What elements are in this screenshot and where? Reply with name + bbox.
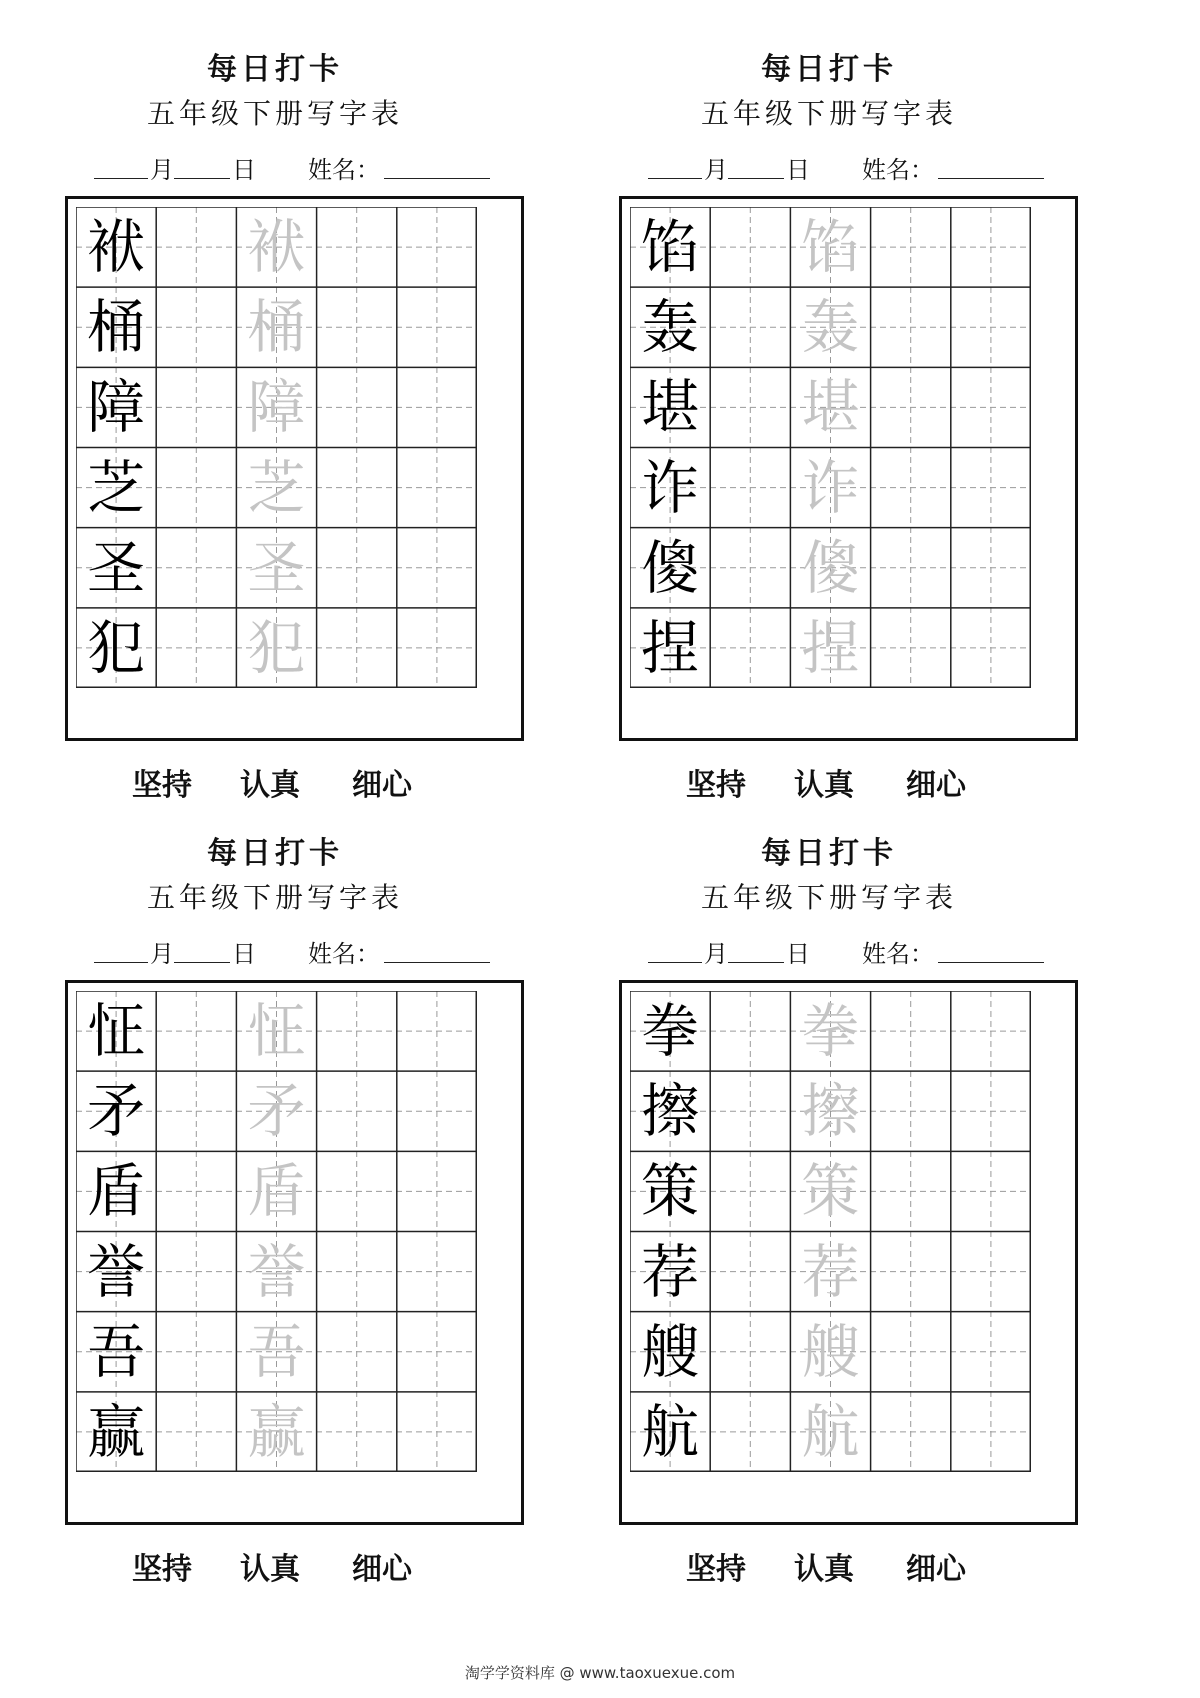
trace-character: 堪 (801, 373, 860, 442)
practice-card (614, 784, 1094, 1587)
motto-2: 认真 (240, 768, 300, 803)
practice-grid-frame (65, 196, 524, 741)
model-character: 怔 (87, 997, 146, 1065)
trace-character: 吾 (247, 1317, 306, 1386)
name-label: 姓名： (308, 940, 380, 968)
month-blank (648, 150, 702, 179)
trace-character: 馅 (801, 213, 860, 281)
practice-grid (76, 991, 477, 1472)
model-character: 吾 (87, 1317, 146, 1386)
motto-1: 坚持 (132, 768, 192, 803)
model-character: 拳 (641, 997, 700, 1065)
trace-character: 诈 (801, 453, 860, 522)
date-name-line (94, 150, 494, 182)
card-subtitle: 五年级下册写字表 (700, 881, 957, 914)
trace-character: 矛 (247, 1077, 306, 1146)
name-label: 姓名： (862, 940, 934, 968)
model-character: 馅 (641, 213, 700, 281)
watermark: 淘学学资料库 @ www.taoxuexue.com (464, 1664, 736, 1682)
name-label: 姓名： (308, 156, 380, 184)
month-label: 月 (704, 940, 728, 968)
model-character: 矛 (87, 1077, 146, 1146)
motto-1: 坚持 (686, 768, 746, 803)
trace-character: 障 (247, 373, 306, 442)
practice-grid-frame (619, 196, 1078, 741)
motto-footer (614, 1544, 1044, 1587)
trace-character: 犯 (247, 613, 306, 682)
motto-2: 认真 (240, 1552, 300, 1587)
trace-character: 策 (801, 1157, 860, 1226)
model-character: 荐 (641, 1237, 700, 1306)
trace-character: 盾 (247, 1157, 306, 1226)
practice-card (60, 0, 540, 803)
model-character: 袱 (87, 213, 146, 281)
card-subtitle: 五年级下册写字表 (146, 881, 403, 914)
model-character: 赢 (87, 1397, 146, 1466)
month-label: 月 (150, 940, 174, 968)
trace-character: 誉 (247, 1237, 306, 1306)
day-label: 日 (232, 940, 256, 968)
motto-1: 坚持 (686, 1552, 746, 1587)
day-blank (728, 150, 784, 179)
motto-3: 细心 (906, 1552, 966, 1587)
model-character: 策 (641, 1157, 700, 1226)
trace-character: 航 (801, 1397, 860, 1466)
card-title: 每日打卡 (207, 836, 343, 871)
trace-character: 擦 (801, 1077, 860, 1146)
practice-grid-frame (65, 980, 524, 1525)
practice-grid (630, 991, 1031, 1472)
name-label: 姓名： (862, 156, 934, 184)
month-blank (94, 150, 148, 179)
model-character: 堪 (641, 373, 700, 442)
trace-character: 赢 (247, 1397, 306, 1466)
motto-3: 细心 (352, 768, 412, 803)
month-label: 月 (150, 156, 174, 184)
card-title: 每日打卡 (207, 52, 343, 87)
model-character: 航 (641, 1397, 700, 1466)
motto-1: 坚持 (132, 1552, 192, 1587)
model-character: 桶 (87, 293, 146, 362)
model-character: 诈 (641, 453, 700, 522)
practice-grid-frame (619, 980, 1078, 1525)
card-title: 每日打卡 (761, 52, 897, 87)
trace-character: 捏 (801, 613, 860, 682)
name-blank (938, 934, 1044, 963)
day-blank (174, 150, 230, 179)
model-character: 障 (87, 373, 146, 442)
trace-character: 傻 (801, 533, 860, 602)
date-name-line (94, 934, 494, 966)
card-subtitle: 五年级下册写字表 (700, 97, 957, 130)
model-character: 轰 (641, 293, 700, 362)
day-blank (174, 934, 230, 963)
name-blank (384, 934, 490, 963)
date-name-line (648, 934, 1048, 966)
trace-character: 艘 (801, 1317, 860, 1386)
name-blank (384, 150, 490, 179)
trace-character: 桶 (247, 293, 306, 362)
day-blank (728, 934, 784, 963)
model-character: 艘 (641, 1317, 700, 1386)
motto-2: 认真 (794, 768, 854, 803)
month-label: 月 (704, 156, 728, 184)
day-label: 日 (232, 156, 256, 184)
model-character: 圣 (87, 533, 146, 602)
trace-character: 袱 (247, 213, 306, 281)
model-character: 傻 (641, 533, 700, 602)
practice-grid (76, 207, 477, 688)
model-character: 芝 (87, 453, 146, 522)
day-label: 日 (786, 156, 810, 184)
month-blank (648, 934, 702, 963)
day-label: 日 (786, 940, 810, 968)
motto-3: 细心 (352, 1552, 412, 1587)
card-title: 每日打卡 (761, 836, 897, 871)
card-subtitle: 五年级下册写字表 (146, 97, 403, 130)
motto-3: 细心 (906, 768, 966, 803)
trace-character: 怔 (247, 997, 306, 1065)
trace-character: 芝 (247, 453, 306, 522)
motto-footer (60, 1544, 490, 1587)
practice-card (614, 0, 1094, 803)
practice-card (60, 784, 540, 1587)
trace-character: 轰 (801, 293, 860, 362)
model-character: 擦 (641, 1077, 700, 1146)
model-character: 捏 (641, 613, 700, 682)
trace-character: 荐 (801, 1237, 860, 1306)
trace-character: 拳 (801, 997, 860, 1065)
trace-character: 圣 (247, 533, 306, 602)
model-character: 盾 (87, 1157, 146, 1226)
model-character: 犯 (87, 613, 146, 682)
motto-2: 认真 (794, 1552, 854, 1587)
model-character: 誉 (87, 1237, 146, 1306)
practice-grid (630, 207, 1031, 688)
date-name-line (648, 150, 1048, 182)
name-blank (938, 150, 1044, 179)
month-blank (94, 934, 148, 963)
